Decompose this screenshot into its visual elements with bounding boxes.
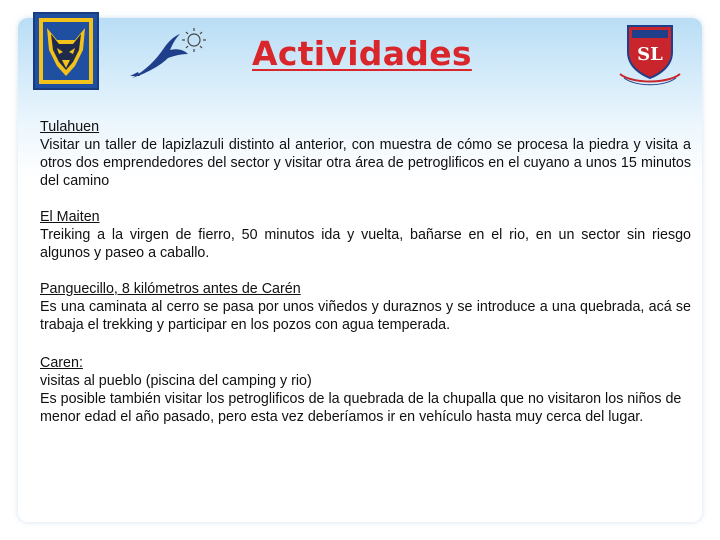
school-crest-icon [614,16,686,88]
section-el-maiten [40,208,691,262]
section-paragraph: Treiking a la virgen de fierro, 50 minutos ida y vuelta, bañarse en el rio, en un sector sin riesgo algunos y paseo a caballo. [40,227,691,261]
section-panguecillo [40,280,691,334]
section-heading: Caren: [40,355,83,371]
section-paragraph: Visitar un taller de lapizlazuli distinto al anterior, con muestra de cómo se procesa la piedra y visita a otros dos emprendedores del sector y visitar otra área de petroglificos en el cuyano a unos 15 minutos del camino [40,137,691,189]
section-heading: Panguecillo, 8 kilómetros antes de Carén [40,281,301,297]
svg-text:SL: SL [637,44,663,65]
section-paragraph: visitas al pueblo (piscina del camping y rio) [40,373,312,389]
swallow-sun-icon [128,26,212,82]
section-heading: Tulahuen [40,119,100,135]
section-paragraph: Es posible también visitar los petroglificos de la quebrada de la chupalla que no visitaron los niños de menor edad el año pasado, pero esta vez deberíamos ir en vehículo hasta muy cerca del lugar. [40,391,682,425]
section-paragraph: Es una caminata al cerro se pasa por unos viñedos y duraznos y se introduce a una quebrada, acá se trabaja el trekking y participar en los pozos con agua temperada. [40,299,691,333]
slide-content [40,118,691,444]
section-heading: El Maiten [40,209,100,225]
wolf-crest-icon [33,12,99,90]
slide-title: Actividades [252,34,472,73]
section-caren [40,354,691,426]
section-tulahuen [40,118,691,190]
